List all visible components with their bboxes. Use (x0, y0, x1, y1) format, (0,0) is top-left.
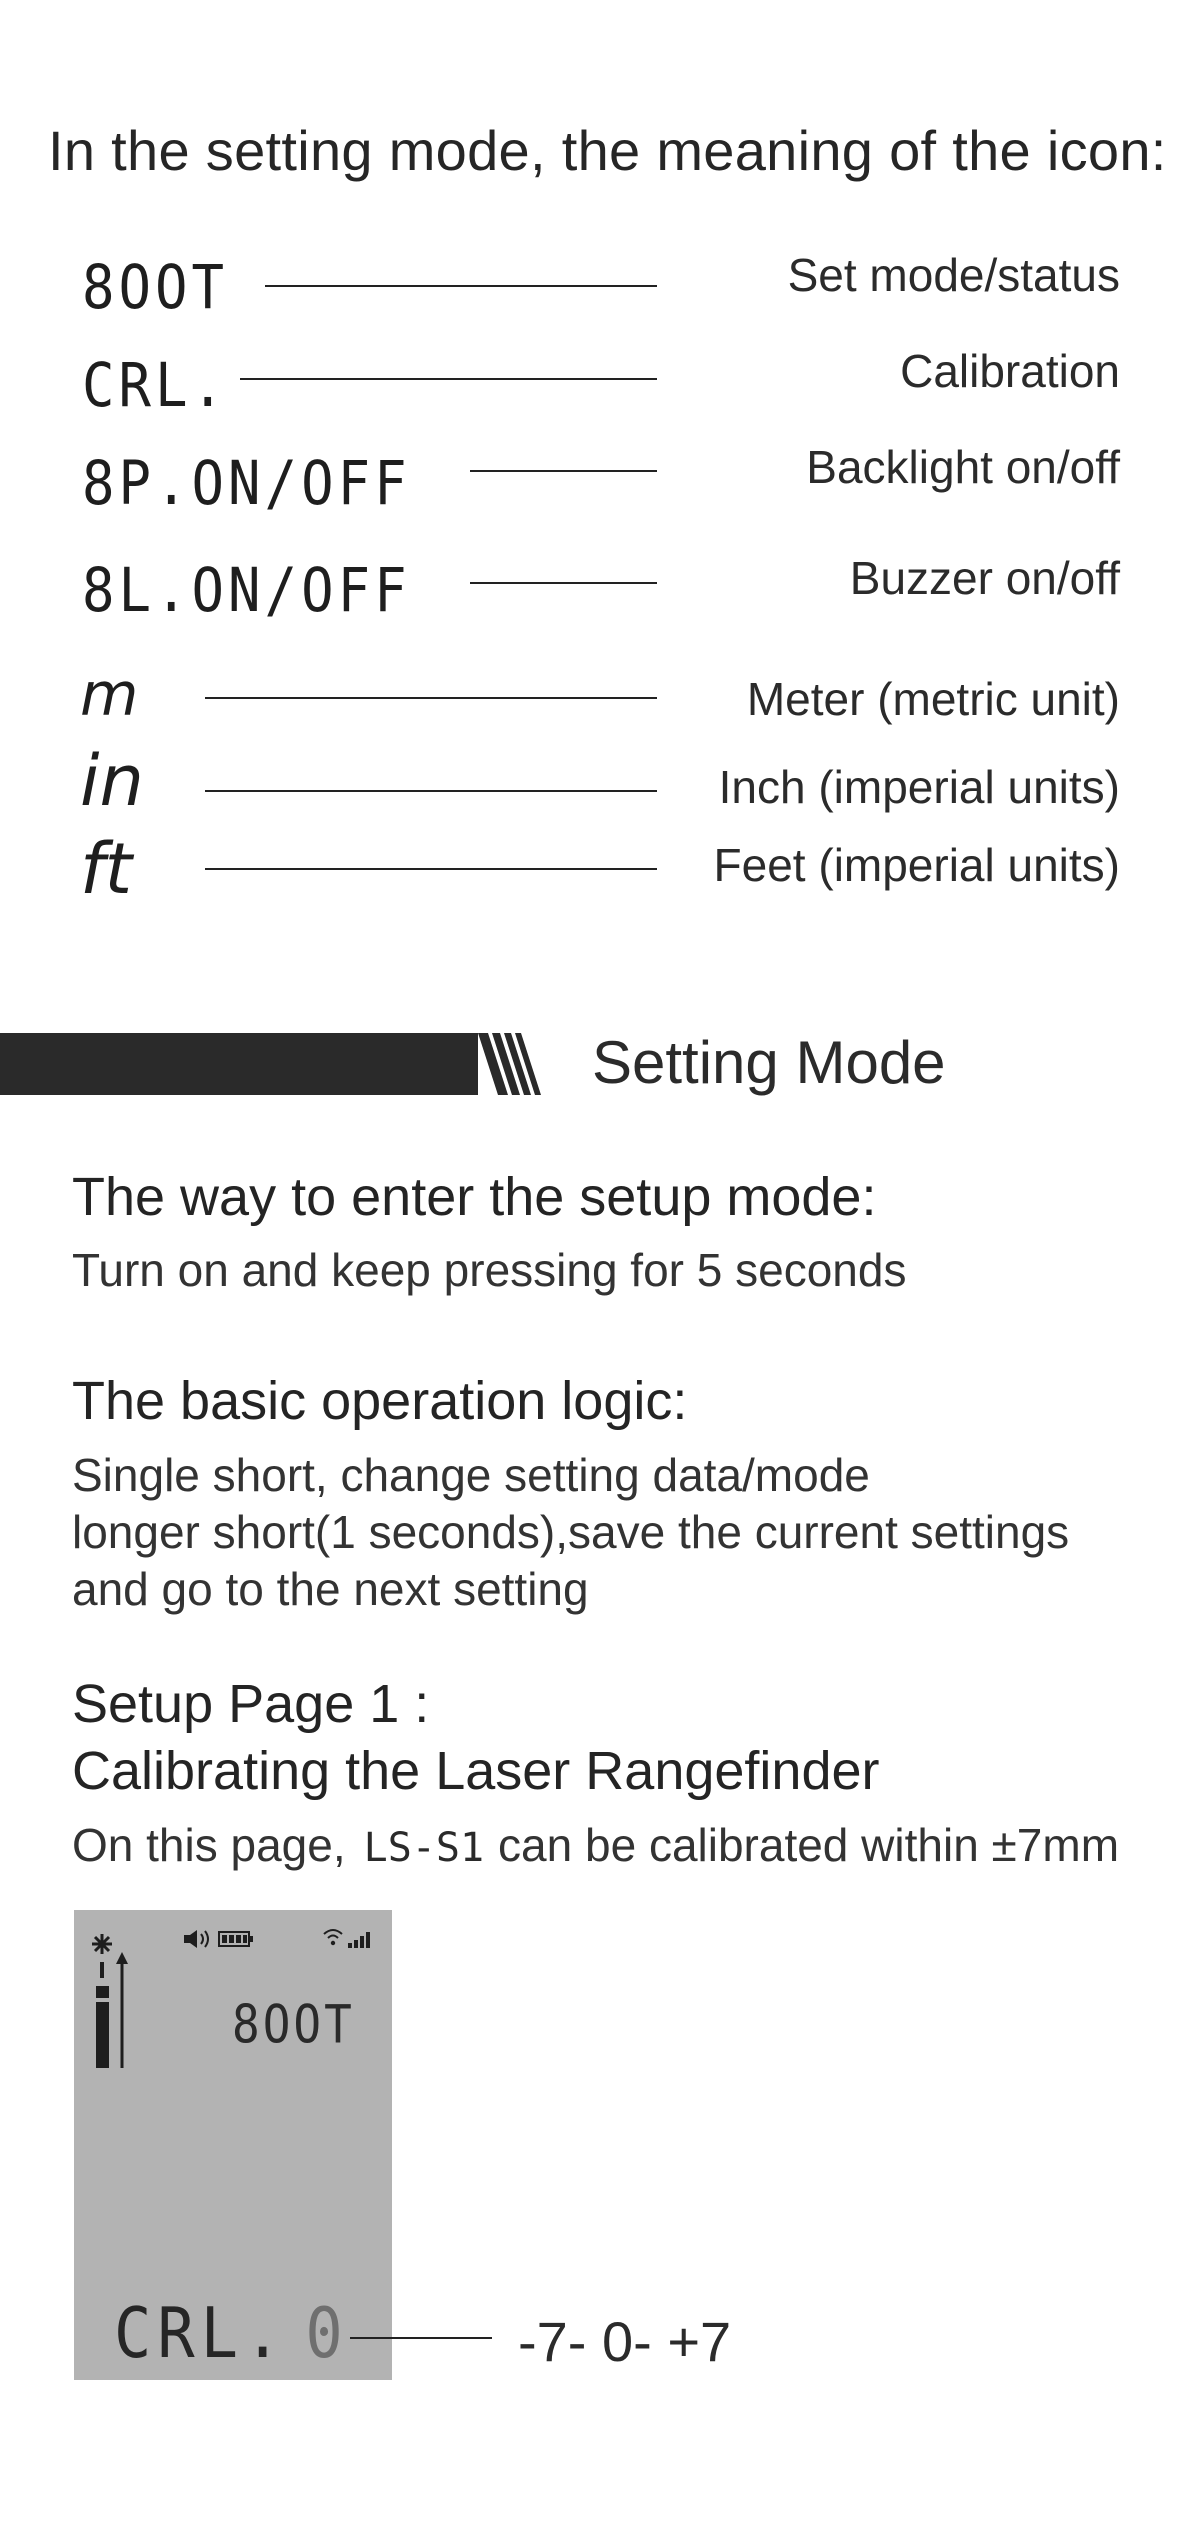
legend-title: In the setting mode, the meaning of the icon: (48, 119, 1167, 182)
banner-stripes-icon (478, 1033, 558, 1095)
lcd-bottom-readout (114, 2292, 349, 2374)
basic-logic-line: Single short, change setting data/mode (72, 1449, 870, 1501)
legend-code-backlight: 8P.ON/OFF (82, 448, 411, 519)
legend-meaning-meter: Meter (metric unit) (746, 673, 1120, 725)
legend-leader-line (240, 378, 657, 380)
setup-desc-prefix: On this page, (72, 1819, 346, 1871)
legend-code-meter: m (80, 660, 139, 730)
basic-logic-line: and go to the next setting (72, 1563, 589, 1615)
speaker-icon (182, 1928, 212, 1950)
legend-code-boot: 8OOT (82, 252, 229, 323)
legend-meaning-feet: Feet (imperial units) (713, 839, 1120, 891)
laser-icon (84, 1928, 134, 2078)
setup-page-subheading: Calibrating the Laser Rangefinder (72, 1741, 880, 1801)
basic-logic-heading: The basic operation logic: (72, 1371, 688, 1431)
legend-meaning-boot: Set mode/status (787, 249, 1120, 301)
legend-leader-line (470, 582, 657, 584)
setup-desc-suffix: can be calibrated within ±7mm (498, 1819, 1120, 1871)
legend-meaning-calibration: Calibration (900, 345, 1120, 397)
legend-code-inch: in (80, 740, 144, 822)
legend-leader-line (265, 285, 657, 287)
legend-leader-line (205, 868, 657, 870)
lcd-main-readout: 8OOT (232, 1993, 355, 2056)
enter-setup-heading: The way to enter the setup mode: (72, 1167, 877, 1227)
legend-leader-line (470, 470, 657, 472)
legend-code-buzzer: 8L.ON/OFF (82, 555, 411, 626)
calibration-range-label: -7- 0- +7 (518, 2310, 732, 2373)
lcd-bottom-label: CRL. (114, 2292, 288, 2374)
signal-icon (322, 1926, 374, 1950)
legend-code-calibration: CRL. (82, 350, 229, 421)
battery-icon (218, 1931, 254, 1947)
legend-leader-line (205, 697, 657, 699)
basic-logic-line: longer short(1 seconds),save the current settings (72, 1506, 1070, 1558)
legend-meaning-inch: Inch (imperial units) (718, 761, 1120, 813)
legend-leader-line (205, 790, 657, 792)
legend-meaning-backlight: Backlight on/off (806, 441, 1120, 493)
lcd-bottom-value: 0 (305, 2292, 349, 2374)
setup-page-description (72, 1818, 1119, 1872)
section-banner-bar (0, 1033, 478, 1095)
setup-page-heading: Setup Page 1 : (72, 1674, 430, 1734)
model-code: LS-S1 (363, 1825, 485, 1871)
lcd-display (74, 1910, 392, 2380)
section-title: Setting Mode (592, 1029, 946, 1096)
legend-code-feet: ft (80, 828, 133, 910)
legend-meaning-buzzer: Buzzer on/off (849, 552, 1120, 604)
range-leader-line (350, 2337, 492, 2339)
enter-setup-text: Turn on and keep pressing for 5 seconds (72, 1244, 907, 1296)
